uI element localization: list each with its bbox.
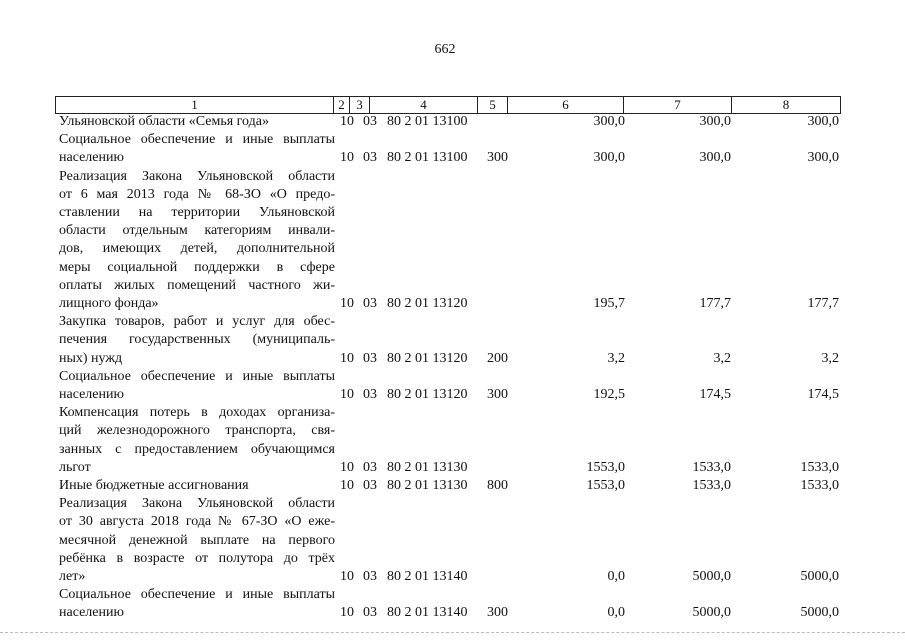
description-line: Реализация Закона Ульяновской области — [59, 168, 335, 184]
scan-edge-divider — [0, 632, 905, 635]
expense-type-code: 200 — [487, 350, 508, 366]
row-values — [59, 113, 839, 131]
row-values — [59, 295, 839, 313]
amount-col-7: 1533,0 — [692, 478, 731, 494]
description-line: Иные бюджетные ассигнования — [59, 478, 249, 494]
amount-col-7: 174,5 — [699, 387, 731, 403]
subsection-code: 03 — [363, 478, 377, 494]
subsection-code: 03 — [363, 459, 377, 475]
subsection-code: 03 — [363, 387, 377, 403]
header-col-5: 5 — [478, 97, 508, 113]
table-row — [59, 368, 839, 404]
page-number: 662 — [434, 42, 456, 57]
row-values — [59, 150, 839, 168]
amount-col-6: 195,7 — [593, 296, 625, 312]
row-values — [59, 605, 839, 623]
header-col-6: 6 — [508, 97, 624, 113]
subsection-code: 03 — [363, 605, 377, 621]
expense-type-code: 800 — [487, 478, 508, 494]
amount-col-8: 1533,0 — [800, 459, 839, 475]
header-col-1: 1 — [56, 97, 334, 113]
subsection-code: 03 — [363, 350, 377, 366]
amount-col-8: 177,7 — [807, 296, 839, 312]
amount-col-6: 1553,0 — [586, 478, 625, 494]
section-code: 10 — [340, 459, 354, 475]
amount-col-8: 3,2 — [821, 350, 839, 366]
row-values — [59, 386, 839, 404]
amount-col-6: 0,0 — [607, 569, 625, 585]
description-line: ребёнка в возрасте от полутора до трёх — [59, 550, 335, 566]
header-col-8: 8 — [782, 97, 790, 112]
section-code: 10 — [340, 114, 354, 129]
amount-col-7: 3,2 — [713, 350, 731, 366]
amount-col-8: 5000,0 — [800, 569, 839, 585]
description-line: от 6 мая 2013 года № 68-ЗО «О предо- — [59, 186, 335, 202]
description-line: Ульяновской области «Семья года» — [59, 114, 269, 129]
amount-col-6: 3,2 — [607, 350, 625, 366]
description-line: Социальное обеспечение и иные выплаты — [59, 132, 335, 148]
target-article-code: 80 2 01 13120 — [387, 296, 468, 312]
amount-col-8: 5000,0 — [800, 605, 839, 621]
subsection-code: 03 — [363, 114, 377, 129]
section-code: 10 — [340, 478, 354, 494]
amount-col-7: 177,7 — [699, 296, 731, 312]
description-line: ций железнодорожного транспорта, свя- — [59, 423, 335, 439]
amount-col-6: 1553,0 — [586, 459, 625, 475]
target-article-code: 80 2 01 13130 — [387, 478, 468, 494]
amount-col-6: 0,0 — [607, 605, 625, 621]
expense-type-code: 300 — [487, 387, 508, 403]
amount-col-7: 5000,0 — [692, 605, 731, 621]
row-values — [59, 459, 839, 477]
subsection-code: 03 — [363, 296, 377, 312]
row-description — [59, 168, 335, 314]
description-line: месячной денежной выплате на первого — [59, 532, 335, 548]
description-line: оплаты жилых помещений частного жи- — [59, 277, 335, 293]
description-line: от 30 августа 2018 года № 67-ЗО «О еже- — [59, 514, 335, 530]
description-line: меры социальной поддержки в сфере — [59, 259, 335, 275]
description-line: дов, имеющих детей, дополнительной — [59, 241, 335, 257]
amount-col-8: 300,0 — [807, 114, 839, 129]
table-row — [59, 477, 839, 495]
amount-col-7: 5000,0 — [692, 569, 731, 585]
row-values — [59, 568, 839, 586]
target-article-code: 80 2 01 13130 — [387, 459, 468, 475]
description-line: лищного фонда» — [59, 296, 159, 312]
description-line: населению — [59, 150, 124, 166]
amount-col-6: 192,5 — [593, 387, 625, 403]
target-article-code: 80 2 01 13100 — [387, 114, 468, 129]
description-line: области отдельным категориям инвали- — [59, 223, 335, 239]
section-code: 10 — [340, 296, 354, 312]
section-code: 10 — [340, 569, 354, 585]
table-row — [59, 113, 839, 131]
header-col-7: 7 — [624, 97, 732, 113]
description-line: Закупка товаров, работ и услуг для обес- — [59, 314, 335, 330]
amount-col-7: 300,0 — [699, 150, 731, 166]
description-line: ных) нужд — [59, 350, 123, 366]
amount-col-7: 1533,0 — [692, 459, 731, 475]
target-article-code: 80 2 01 13140 — [387, 569, 468, 585]
section-code: 10 — [340, 350, 354, 366]
target-article-code: 80 2 01 13140 — [387, 605, 468, 621]
header-col-4: 4 — [370, 97, 478, 113]
amount-col-8: 300,0 — [807, 150, 839, 166]
table-row — [59, 313, 839, 368]
description-line: занных с предоставлением обучающимся — [59, 441, 335, 457]
description-line: населению — [59, 387, 124, 403]
target-article-code: 80 2 01 13120 — [387, 350, 468, 366]
description-line: печения государственных (муниципаль- — [59, 332, 335, 348]
description-line: Компенсация потерь в доходах организа- — [59, 405, 335, 421]
description-line: лет» — [59, 569, 86, 585]
section-code: 10 — [340, 387, 354, 403]
section-code: 10 — [340, 605, 354, 621]
table-row — [59, 404, 839, 477]
table-row — [59, 131, 839, 167]
table-row — [59, 168, 839, 314]
amount-col-6: 300,0 — [593, 114, 625, 129]
description-line: льгот — [59, 459, 91, 475]
table-body — [59, 113, 839, 623]
row-values — [59, 477, 839, 495]
description-line: ставлении на территории Ульяновской — [59, 205, 335, 221]
subsection-code: 03 — [363, 569, 377, 585]
section-code: 10 — [340, 150, 354, 166]
row-values — [59, 350, 839, 368]
table-row — [59, 586, 839, 622]
description-line: Социальное обеспечение и иные выплаты — [59, 587, 335, 603]
expense-type-code: 300 — [487, 150, 508, 166]
table-row — [59, 495, 839, 586]
target-article-code: 80 2 01 13120 — [387, 387, 468, 403]
description-line: Социальное обеспечение и иные выплаты — [59, 368, 335, 384]
description-line: Реализация Закона Ульяновской области — [59, 496, 335, 512]
amount-col-6: 300,0 — [593, 150, 625, 166]
amount-col-8: 1533,0 — [800, 478, 839, 494]
description-line: населению — [59, 605, 124, 621]
amount-col-8: 174,5 — [807, 387, 839, 403]
subsection-code: 03 — [363, 150, 377, 166]
amount-col-7: 300,0 — [699, 114, 731, 129]
expense-type-code: 300 — [487, 605, 508, 621]
table-header — [55, 96, 841, 114]
header-col-3: 3 — [350, 97, 370, 113]
header-col-2: 2 — [334, 97, 350, 113]
target-article-code: 80 2 01 13100 — [387, 150, 468, 166]
